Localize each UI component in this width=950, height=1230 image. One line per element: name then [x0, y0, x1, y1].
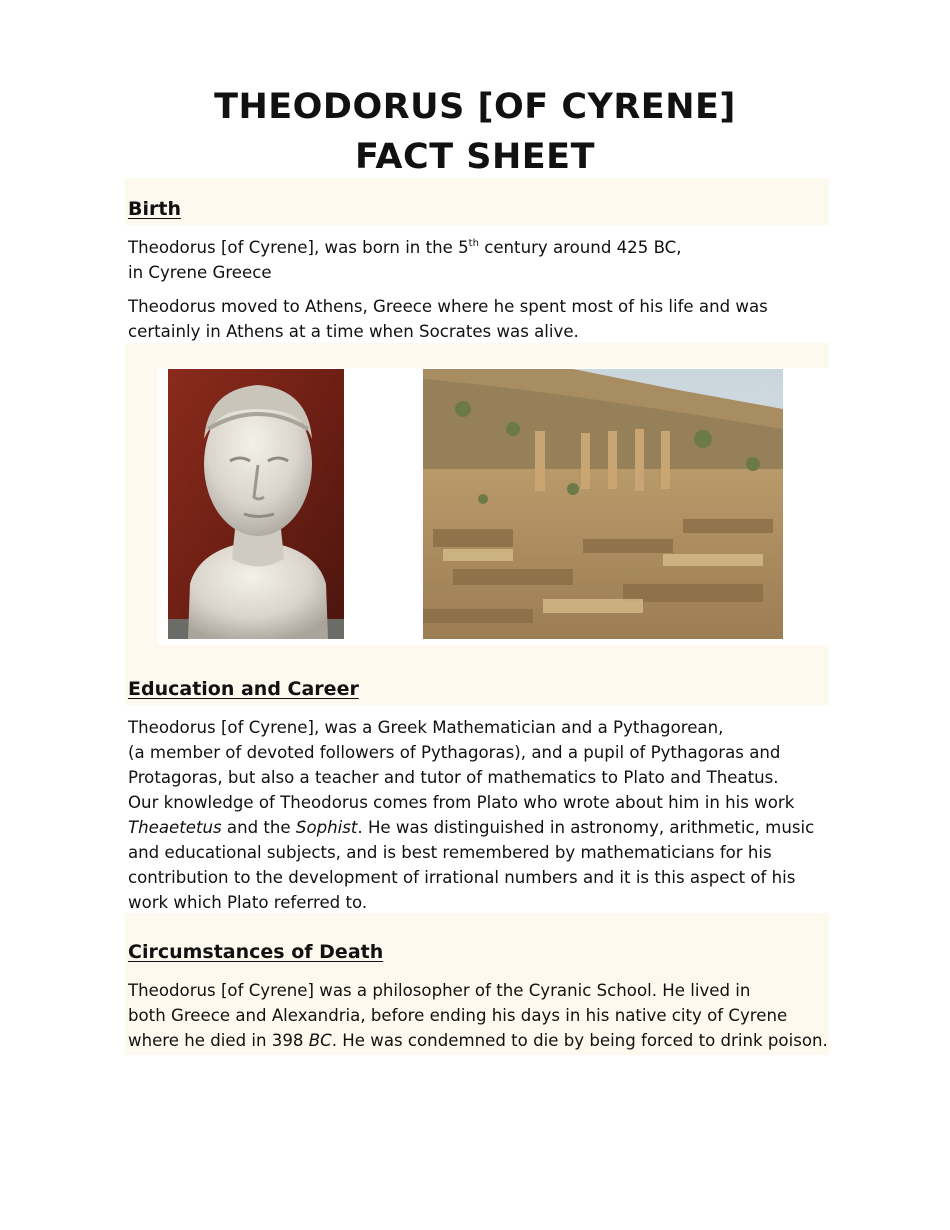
- education-paragraph: Theodorus [of Cyrene], was a Greek Mathematician and a Pythagorean, (a member of devoted followers of Pythagoras), and a pupil of Pythagoras and Protagoras, but also a teacher and tutor of mathematics to Plato and Theatus. Our knowledge of Theodorus comes from Plato who wrote about him in his work Theaetetus and the Sophist. He was distinguished in astronomy, arithmetic, music and educational subjects, and is best remembered by mathematicians for his contribution to the development of irrational numbers and it is this aspect of his work which Plato referred to.: [128, 718, 815, 912]
- title-line-1: THEODORUS [OF CYRENE]: [214, 87, 736, 127]
- education-heading: Education and Career: [128, 678, 359, 700]
- ruins-image: [423, 369, 783, 639]
- birth-paragraph-1: Theodorus [of Cyrene], was born in the 5th century around 425 BC, in Cyrene Greece: [128, 238, 682, 282]
- death-heading: Circumstances of Death: [128, 941, 384, 963]
- birth-heading: Birth: [128, 198, 181, 220]
- death-paragraph: Theodorus [of Cyrene] was a philosopher of the Cyranic School. He lived in both Greece and Alexandria, before ending his days in his native city of Cyrene where he died in 398 BC. He was condemned to die by being forced to drink poison.: [128, 981, 828, 1050]
- birth-paragraph-2: Theodorus moved to Athens, Greece where he spent most of his life and was certainly in Athens at a time when Socrates was alive.: [128, 297, 768, 341]
- image-band-top: [125, 343, 829, 369]
- birth-heading-band: [125, 178, 829, 225]
- title-line-2: FACT SHEET: [355, 137, 595, 177]
- image-row: [158, 368, 829, 644]
- image-band-left: [125, 369, 158, 645]
- bust-image: [168, 369, 344, 639]
- page-title: [0, 82, 950, 182]
